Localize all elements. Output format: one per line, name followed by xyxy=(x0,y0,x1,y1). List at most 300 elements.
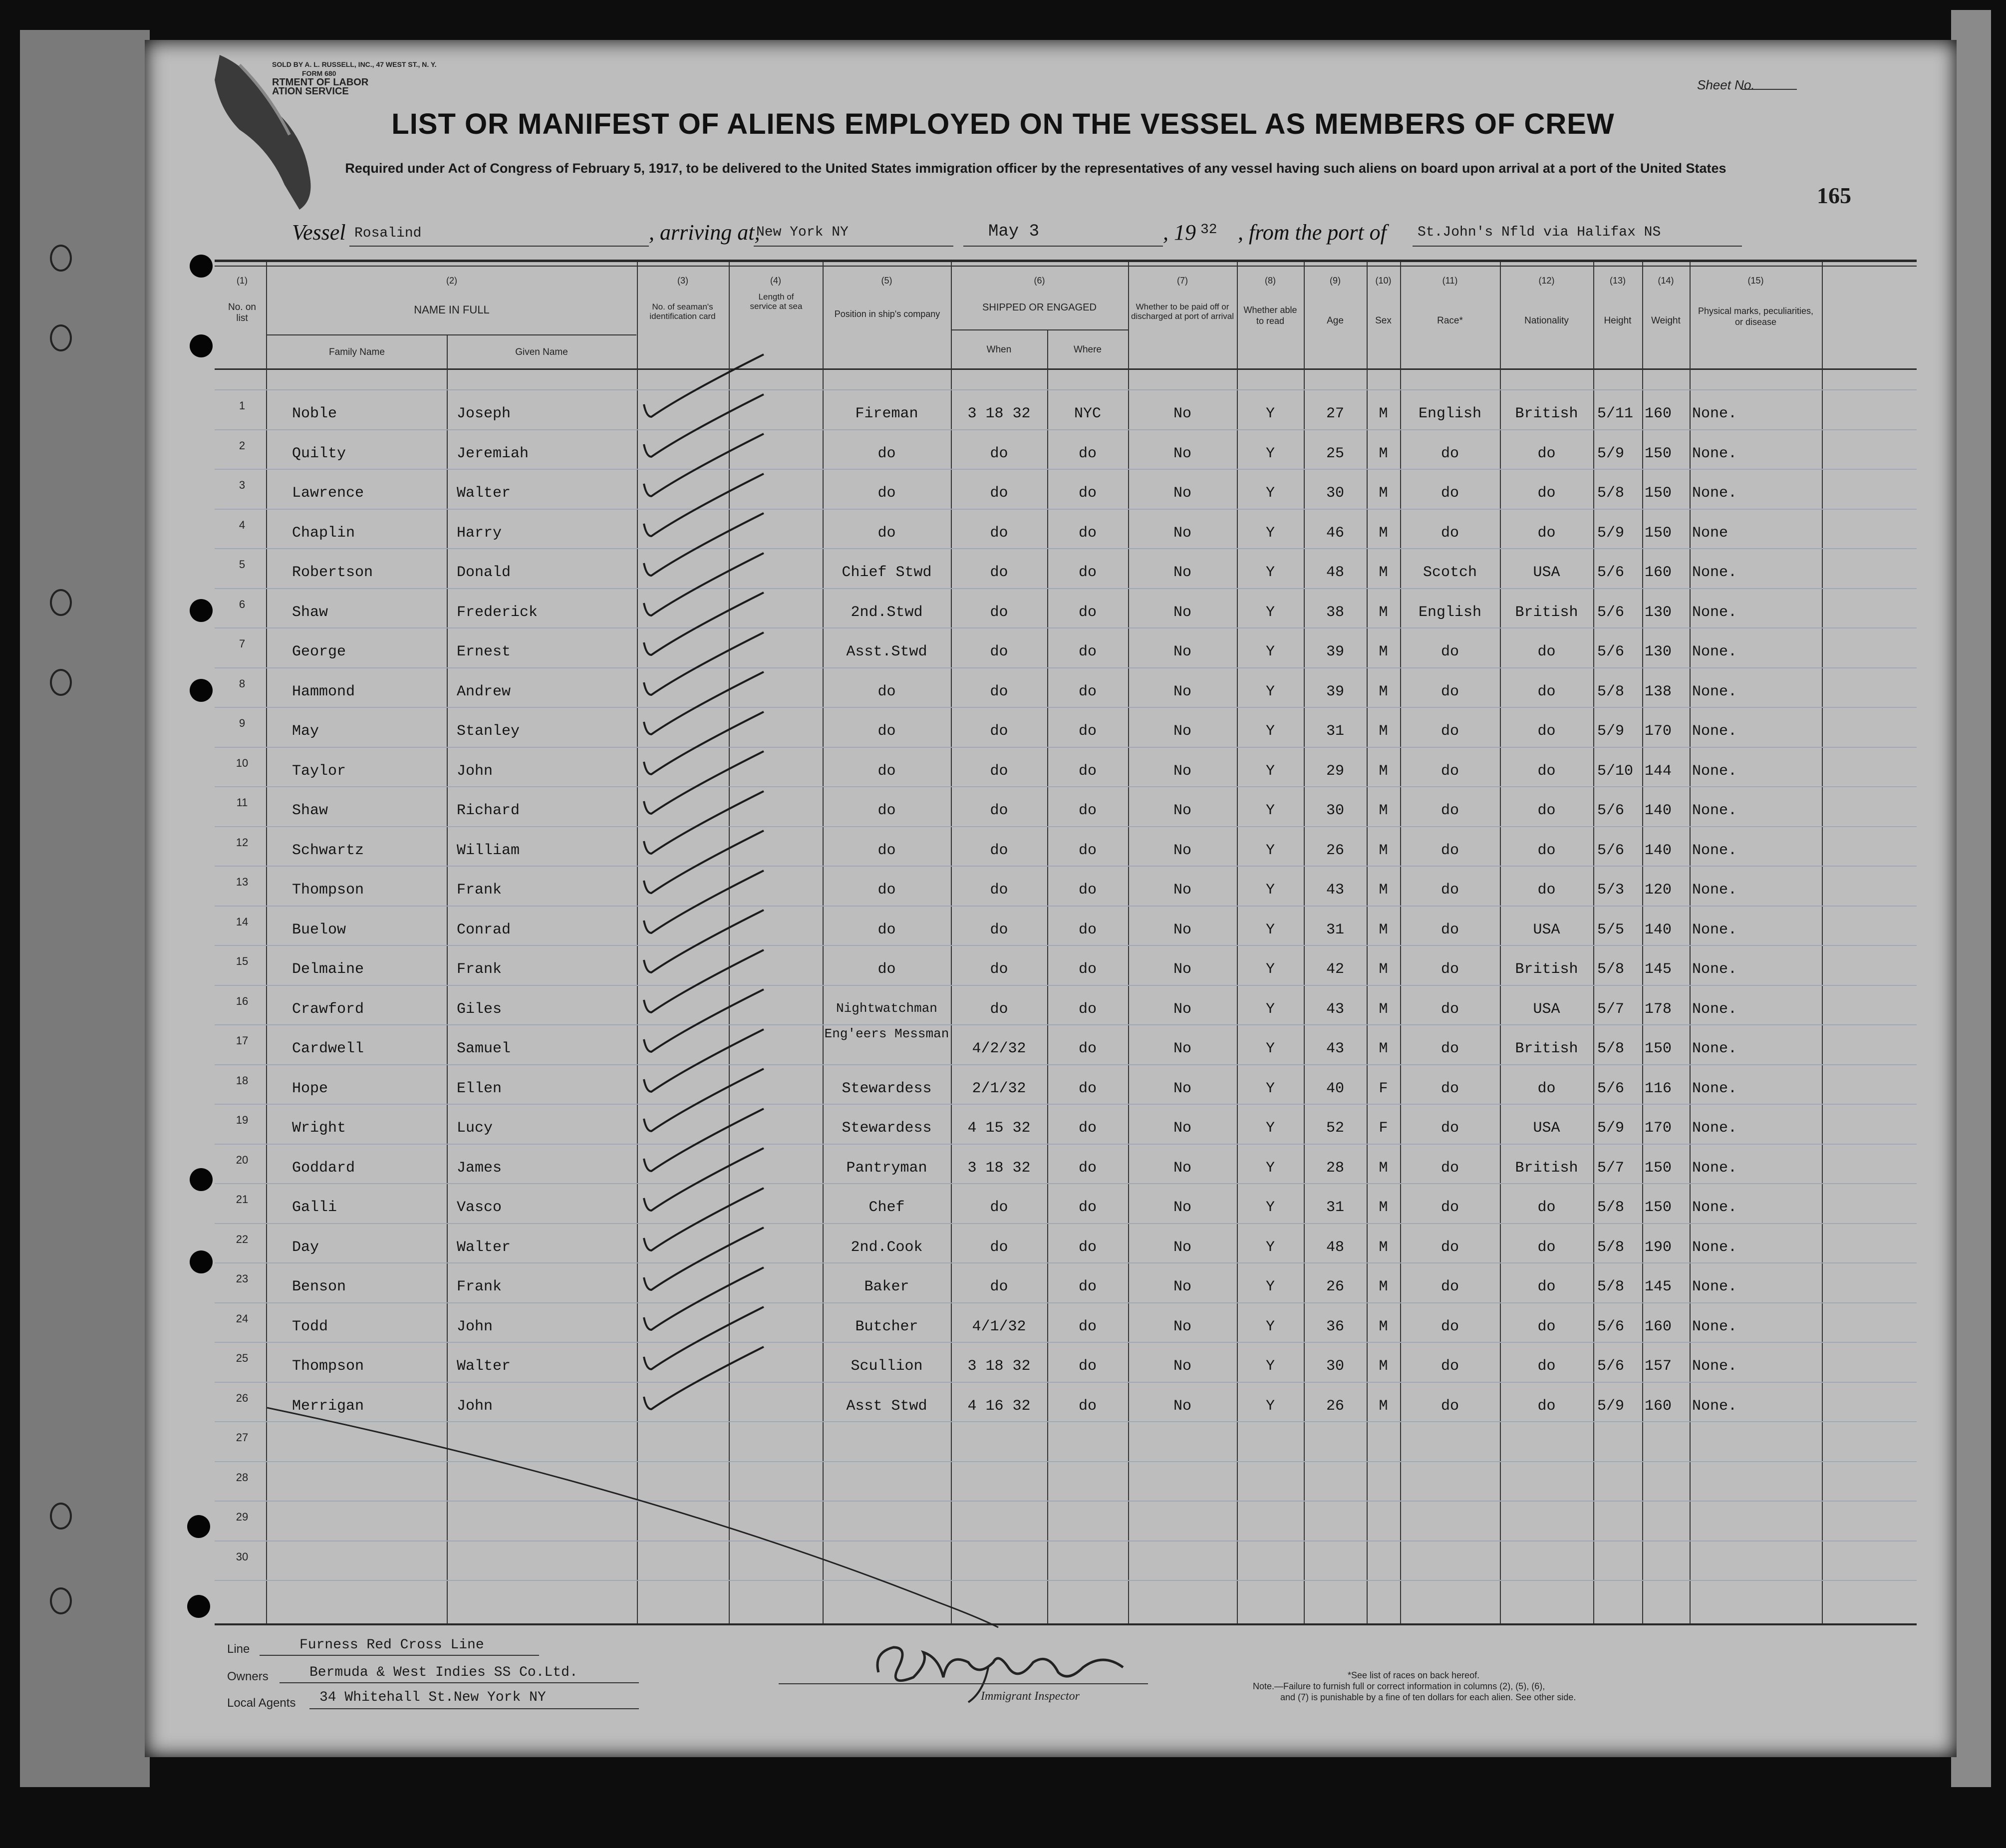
cell-nationality: do xyxy=(1537,1278,1556,1295)
cell-height: 5/11 xyxy=(1597,405,1634,422)
cell-when: do xyxy=(990,763,1008,780)
cell-marks: None. xyxy=(1692,445,1737,462)
header-age: Age xyxy=(1327,315,1344,326)
cell-sex: M xyxy=(1379,763,1388,780)
cell-paid: No xyxy=(1173,1199,1191,1216)
row-number: 17 xyxy=(236,1034,249,1047)
cell-position: Fireman xyxy=(855,405,918,422)
row-number: 6 xyxy=(239,598,246,611)
header-where: Where xyxy=(1074,344,1102,355)
cell-read: Y xyxy=(1265,643,1275,660)
cell-age: 28 xyxy=(1326,1160,1344,1177)
cell-race: do xyxy=(1440,1278,1459,1295)
row-number: 7 xyxy=(239,637,246,650)
cell-age: 26 xyxy=(1326,1398,1344,1415)
cell-marks: None. xyxy=(1692,643,1737,660)
col-number: (12) xyxy=(1538,276,1555,286)
cell-nationality: do xyxy=(1537,842,1556,859)
cell-family: Robertson xyxy=(292,564,373,581)
cell-where: do xyxy=(1078,1239,1097,1256)
header-length-service: Length of service at sea xyxy=(750,292,803,311)
from-port-label: , from the port of xyxy=(1238,220,1387,245)
cell-when: do xyxy=(990,643,1008,660)
col-number: (13) xyxy=(1609,276,1626,286)
printer-line: SOLD BY A. L. RUSSELL, INC., 47 WEST ST., N. Y. xyxy=(272,60,437,68)
cell-weight: 140 xyxy=(1645,802,1672,819)
cell-weight: 150 xyxy=(1645,1040,1672,1057)
cell-height: 5/10 xyxy=(1597,763,1634,780)
cell-nationality: USA xyxy=(1533,1120,1560,1137)
cell-weight: 130 xyxy=(1645,643,1672,660)
cell-when: do xyxy=(990,1239,1008,1256)
row-number: 15 xyxy=(236,955,249,967)
cell-age: 42 xyxy=(1326,961,1344,978)
row-number: 10 xyxy=(236,757,249,769)
cell-given: James xyxy=(457,1160,502,1177)
cell-height: 5/8 xyxy=(1597,1239,1625,1256)
col-number: (6) xyxy=(1034,276,1045,286)
cell-age: 39 xyxy=(1326,683,1344,700)
col-number: (14) xyxy=(1658,276,1674,286)
header-height: Height xyxy=(1604,315,1632,326)
vessel-label: Vessel xyxy=(292,220,346,245)
cell-when: do xyxy=(990,1278,1008,1295)
cell-marks: None. xyxy=(1692,485,1737,502)
cell-when: 3 18 32 xyxy=(967,405,1031,422)
cell-where: do xyxy=(1078,1199,1097,1216)
cell-paid: No xyxy=(1173,1358,1191,1375)
cell-position: Baker xyxy=(864,1278,909,1295)
cell-race: Scotch xyxy=(1423,564,1477,581)
cell-where: do xyxy=(1078,525,1097,542)
cell-given: Lucy xyxy=(457,1120,493,1137)
cell-when: 3 18 32 xyxy=(967,1160,1031,1177)
cell-height: 5/8 xyxy=(1597,683,1625,700)
cell-weight: 150 xyxy=(1645,485,1672,502)
cell-marks: None. xyxy=(1692,1080,1737,1097)
cell-age: 30 xyxy=(1326,802,1344,819)
cell-read: Y xyxy=(1265,1398,1275,1415)
cell-sex: F xyxy=(1379,1080,1388,1097)
cell-weight: 150 xyxy=(1645,445,1672,462)
cell-where: do xyxy=(1078,1120,1097,1137)
cell-sex: M xyxy=(1379,882,1388,899)
cell-race: do xyxy=(1440,683,1459,700)
cell-family: Noble xyxy=(292,405,337,422)
cell-where: do xyxy=(1078,1160,1097,1177)
cell-weight: 120 xyxy=(1645,882,1672,899)
row-number: 9 xyxy=(239,717,246,729)
cell-nationality: do xyxy=(1537,525,1556,542)
cell-nationality: do xyxy=(1537,1318,1556,1335)
cell-marks: None. xyxy=(1692,604,1737,621)
cell-marks: None. xyxy=(1692,842,1737,859)
cell-given: Giles xyxy=(457,1001,502,1018)
cell-race: do xyxy=(1440,445,1459,462)
cell-marks: None. xyxy=(1692,1278,1737,1295)
cell-given: William xyxy=(457,842,520,859)
cell-family: Delmaine xyxy=(292,961,364,978)
col-number: (5) xyxy=(881,276,892,286)
cell-when: 2/1/32 xyxy=(972,1080,1026,1097)
row-number: 22 xyxy=(236,1233,249,1245)
arrival-port: New York NY xyxy=(756,225,849,240)
cell-sex: M xyxy=(1379,802,1388,819)
cell-family: Wright xyxy=(292,1120,346,1137)
cell-sex: M xyxy=(1379,1040,1388,1057)
cell-position: do xyxy=(877,445,896,462)
cell-marks: None. xyxy=(1692,802,1737,819)
col-number: (4) xyxy=(770,276,781,286)
cell-given: Frank xyxy=(457,882,502,899)
vessel-name: Rosalind xyxy=(354,226,422,241)
cell-given: Harry xyxy=(457,525,502,542)
cell-read: Y xyxy=(1265,723,1275,740)
col-number: (10) xyxy=(1375,276,1392,286)
cell-marks: None. xyxy=(1692,1001,1737,1018)
line-label: Line xyxy=(227,1642,250,1656)
cell-nationality: do xyxy=(1537,1358,1556,1375)
cell-where: NYC xyxy=(1074,405,1101,422)
cell-where: do xyxy=(1078,643,1097,660)
note-races: *See list of races on back hereof. xyxy=(1348,1670,1480,1680)
col-number: (1) xyxy=(237,276,248,286)
cell-paid: No xyxy=(1173,1080,1191,1097)
cell-where: do xyxy=(1078,1318,1097,1335)
cell-when: do xyxy=(990,842,1008,859)
cell-position: do xyxy=(877,882,896,899)
form-number: FORM 680 xyxy=(302,69,336,77)
cell-nationality: do xyxy=(1537,683,1556,700)
cell-race: do xyxy=(1440,1040,1459,1057)
header-family-name: Family Name xyxy=(329,347,385,357)
cell-height: 5/9 xyxy=(1597,723,1625,740)
cell-position: do xyxy=(877,842,896,859)
cell-weight: 170 xyxy=(1645,1120,1672,1137)
cell-sex: M xyxy=(1379,525,1388,542)
cell-sex: M xyxy=(1379,1001,1388,1018)
cell-read: Y xyxy=(1265,1120,1275,1137)
cell-when: 3 18 32 xyxy=(967,1358,1031,1375)
cell-family: Cardwell xyxy=(292,1040,364,1057)
cell-read: Y xyxy=(1265,882,1275,899)
cell-read: Y xyxy=(1265,763,1275,780)
cell-read: Y xyxy=(1265,1199,1275,1216)
page-number: 165 xyxy=(1817,183,1851,208)
cell-paid: No xyxy=(1173,1001,1191,1018)
agents-underline xyxy=(309,1708,639,1709)
cell-nationality: do xyxy=(1537,1199,1556,1216)
cell-marks: None. xyxy=(1692,723,1737,740)
cell-nationality: British xyxy=(1515,961,1578,978)
cell-age: 48 xyxy=(1326,564,1344,581)
cell-height: 5/8 xyxy=(1597,961,1625,978)
cell-race: do xyxy=(1440,922,1459,938)
cell-given: Frederick xyxy=(457,604,538,621)
cell-paid: No xyxy=(1173,922,1191,938)
row-number: 13 xyxy=(236,876,249,888)
page-subtitle: Required under Act of Congress of February 5, 1917, to be delivered to the United States immigration officer by the representatives of any vessel having such aliens on board upon arrival at a port of the United States xyxy=(345,161,1726,176)
col-number: (15) xyxy=(1747,276,1764,286)
cell-weight: 145 xyxy=(1645,1278,1672,1295)
cell-paid: No xyxy=(1173,802,1191,819)
cell-height: 5/9 xyxy=(1597,1120,1625,1137)
cell-paid: No xyxy=(1173,763,1191,780)
cell-read: Y xyxy=(1265,1040,1275,1057)
cell-paid: No xyxy=(1173,1318,1191,1335)
cell-paid: No xyxy=(1173,525,1191,542)
cell-paid: No xyxy=(1173,1398,1191,1415)
header-no-on-list: No. on list xyxy=(228,302,256,323)
cell-paid: No xyxy=(1173,604,1191,621)
cell-sex: M xyxy=(1379,723,1388,740)
cell-sex: M xyxy=(1379,643,1388,660)
cell-nationality: USA xyxy=(1533,564,1560,581)
cell-family: Lawrence xyxy=(292,485,364,502)
cell-marks: None. xyxy=(1692,1358,1737,1375)
header-seaman-card: No. of seaman's identification card xyxy=(649,302,716,321)
cell-paid: No xyxy=(1173,445,1191,462)
inspector-label: Immigrant Inspector xyxy=(981,1690,1080,1703)
cell-position: Pantryman xyxy=(846,1160,927,1177)
cell-race: do xyxy=(1440,763,1459,780)
cell-given: Samuel xyxy=(457,1040,511,1057)
cell-weight: 144 xyxy=(1645,763,1672,780)
department-line: RTMENT OF LABOR xyxy=(272,77,369,88)
row-number: 25 xyxy=(236,1352,249,1364)
cell-family: George xyxy=(292,643,346,660)
cell-when: do xyxy=(990,485,1008,502)
cell-race: do xyxy=(1440,1199,1459,1216)
cell-family: Merrigan xyxy=(292,1398,364,1415)
cell-read: Y xyxy=(1265,1001,1275,1018)
cell-nationality: do xyxy=(1537,882,1556,899)
cell-read: Y xyxy=(1265,1318,1275,1335)
cell-paid: No xyxy=(1173,683,1191,700)
cell-weight: 160 xyxy=(1645,1398,1672,1415)
cell-family: Hammond xyxy=(292,683,355,700)
cell-position: 2nd.Cook xyxy=(851,1239,923,1256)
cell-where: do xyxy=(1078,922,1097,938)
cell-nationality: British xyxy=(1515,405,1578,422)
cell-read: Y xyxy=(1265,604,1275,621)
row-number: 30 xyxy=(236,1550,249,1563)
page-title: LIST OR MANIFEST OF ALIENS EMPLOYED ON THE VESSEL AS MEMBERS OF CREW xyxy=(391,108,1615,140)
cell-age: 46 xyxy=(1326,525,1344,542)
cell-sex: M xyxy=(1379,405,1388,422)
cell-family: Shaw xyxy=(292,802,328,819)
cell-race: do xyxy=(1440,1239,1459,1256)
cell-given: Donald xyxy=(457,564,511,581)
cell-height: 5/7 xyxy=(1597,1001,1625,1018)
cell-weight: 157 xyxy=(1645,1358,1672,1375)
cell-read: Y xyxy=(1265,445,1275,462)
cell-marks: None. xyxy=(1692,1239,1737,1256)
row-number: 26 xyxy=(236,1392,249,1404)
row-number: 14 xyxy=(236,916,249,928)
row-number: 19 xyxy=(236,1114,249,1126)
cell-height: 5/6 xyxy=(1597,1358,1625,1375)
cell-family: Galli xyxy=(292,1199,337,1216)
cell-age: 38 xyxy=(1326,604,1344,621)
cell-paid: No xyxy=(1173,405,1191,422)
cell-age: 31 xyxy=(1326,723,1344,740)
cell-given: Conrad xyxy=(457,922,511,938)
cell-where: do xyxy=(1078,961,1097,978)
cell-family: Crawford xyxy=(292,1001,364,1018)
cell-position: do xyxy=(877,525,896,542)
cell-age: 43 xyxy=(1326,1040,1344,1057)
note-penalty-cont: and (7) is punishable by a fine of ten dollars for each alien. See other side. xyxy=(1280,1692,1576,1702)
cell-given: Walter xyxy=(457,485,511,502)
sheet-no-label: Sheet No. xyxy=(1697,77,1755,92)
cell-age: 48 xyxy=(1326,1239,1344,1256)
cell-given: Walter xyxy=(457,1239,511,1256)
cell-when: 4 15 32 xyxy=(967,1120,1031,1137)
cell-nationality: do xyxy=(1537,1239,1556,1256)
cell-when: do xyxy=(990,604,1008,621)
cell-where: do xyxy=(1078,485,1097,502)
cell-height: 5/6 xyxy=(1597,1080,1625,1097)
row-number: 8 xyxy=(239,677,246,690)
cell-family: Benson xyxy=(292,1278,346,1295)
header-sex: Sex xyxy=(1375,315,1392,326)
cell-weight: 138 xyxy=(1645,683,1672,700)
cell-position: do xyxy=(877,802,896,819)
cell-given: Joseph xyxy=(457,405,511,422)
cell-family: Taylor xyxy=(292,763,346,780)
cell-marks: None. xyxy=(1692,763,1737,780)
cell-nationality: do xyxy=(1537,763,1556,780)
cell-race: do xyxy=(1440,1120,1459,1137)
header-given-name: Given Name xyxy=(515,347,568,357)
cell-family: Thompson xyxy=(292,1358,364,1375)
cell-given: John xyxy=(457,763,493,780)
cell-sex: M xyxy=(1379,683,1388,700)
line-underline xyxy=(260,1655,539,1656)
cell-weight: 190 xyxy=(1645,1239,1672,1256)
cell-family: Todd xyxy=(292,1318,328,1335)
cell-sex: M xyxy=(1379,961,1388,978)
col-number: (3) xyxy=(677,276,688,286)
cell-position: 2nd.Stwd xyxy=(851,604,923,621)
cell-paid: No xyxy=(1173,1278,1191,1295)
row-number: 24 xyxy=(236,1312,249,1325)
cell-sex: M xyxy=(1379,485,1388,502)
cell-paid: No xyxy=(1173,643,1191,660)
cell-position: do xyxy=(877,683,896,700)
cell-paid: No xyxy=(1173,1040,1191,1057)
cell-sex: M xyxy=(1379,445,1388,462)
col-number: (8) xyxy=(1265,276,1276,286)
cell-read: Y xyxy=(1265,961,1275,978)
cell-position: Stewardess xyxy=(842,1120,932,1137)
cell-height: 5/9 xyxy=(1597,525,1625,542)
shipping-line: Furness Red Cross Line xyxy=(299,1637,484,1653)
cell-weight: 160 xyxy=(1645,1318,1672,1335)
cell-given: Stanley xyxy=(457,723,520,740)
cell-when: do xyxy=(990,961,1008,978)
col-number: (7) xyxy=(1177,276,1188,286)
cell-when: do xyxy=(990,683,1008,700)
local-agents-value: 34 Whitehall St.New York NY xyxy=(319,1690,546,1705)
cell-position: do xyxy=(877,763,896,780)
header-physical-marks: Physical marks, peculiarities, or disease xyxy=(1698,306,1814,327)
cell-weight: 116 xyxy=(1645,1080,1672,1097)
cell-nationality: do xyxy=(1537,802,1556,819)
cell-paid: No xyxy=(1173,842,1191,859)
header-shipped: SHIPPED OR ENGAGED xyxy=(982,302,1097,313)
cell-when: 4 16 32 xyxy=(967,1398,1031,1415)
cell-position: Chief Stwd xyxy=(842,564,932,581)
cell-where: do xyxy=(1078,604,1097,621)
cell-family: Thompson xyxy=(292,882,364,899)
cell-sex: M xyxy=(1379,564,1388,581)
col-number: (9) xyxy=(1330,276,1341,286)
cell-position: do xyxy=(877,922,896,938)
cell-when: 4/2/32 xyxy=(972,1040,1026,1057)
row-number: 11 xyxy=(236,796,248,809)
header-name-in-full: NAME IN FULL xyxy=(414,304,490,316)
cell-nationality: do xyxy=(1537,1080,1556,1097)
cell-when: do xyxy=(990,723,1008,740)
cell-nationality: British xyxy=(1515,604,1578,621)
cell-where: do xyxy=(1078,1040,1097,1057)
cell-weight: 140 xyxy=(1645,922,1672,938)
cell-when: do xyxy=(990,802,1008,819)
cell-read: Y xyxy=(1265,802,1275,819)
cell-age: 40 xyxy=(1326,1080,1344,1097)
cell-position: Eng'eers Messman xyxy=(824,1026,949,1041)
cell-age: 27 xyxy=(1326,405,1344,422)
cell-position: Stewardess xyxy=(842,1080,932,1097)
cell-weight: 178 xyxy=(1645,1001,1672,1018)
cell-position: do xyxy=(877,485,896,502)
cell-sex: M xyxy=(1379,1239,1388,1256)
cell-age: 25 xyxy=(1326,445,1344,462)
cell-position: Butcher xyxy=(855,1318,918,1335)
cell-family: Buelow xyxy=(292,922,346,938)
cell-nationality: British xyxy=(1515,1160,1578,1177)
header-paid-off: Whether to be paid off or discharged at port of arrival xyxy=(1131,302,1234,321)
cell-read: Y xyxy=(1265,922,1275,938)
cell-height: 5/5 xyxy=(1597,922,1625,938)
cell-family: Day xyxy=(292,1239,319,1256)
row-number: 23 xyxy=(236,1272,249,1285)
cell-race: English xyxy=(1418,604,1482,621)
cell-position: do xyxy=(877,723,896,740)
cell-nationality: do xyxy=(1537,643,1556,660)
row-number: 27 xyxy=(236,1431,249,1444)
cell-family: Chaplin xyxy=(292,525,355,542)
cell-where: do xyxy=(1078,1001,1097,1018)
cell-family: May xyxy=(292,723,319,740)
cell-given: Richard xyxy=(457,802,520,819)
cell-read: Y xyxy=(1265,1278,1275,1295)
cell-nationality: British xyxy=(1515,1040,1578,1057)
owners-underline xyxy=(280,1682,639,1683)
cell-age: 52 xyxy=(1326,1120,1344,1137)
cell-where: do xyxy=(1078,1278,1097,1295)
cell-age: 30 xyxy=(1326,485,1344,502)
cell-marks: None. xyxy=(1692,683,1737,700)
cell-family: Quilty xyxy=(292,445,346,462)
year-label: , 19 xyxy=(1163,220,1196,245)
cell-where: do xyxy=(1078,1080,1097,1097)
cell-read: Y xyxy=(1265,1358,1275,1375)
cell-when: do xyxy=(990,1199,1008,1216)
cell-sex: M xyxy=(1379,1398,1388,1415)
